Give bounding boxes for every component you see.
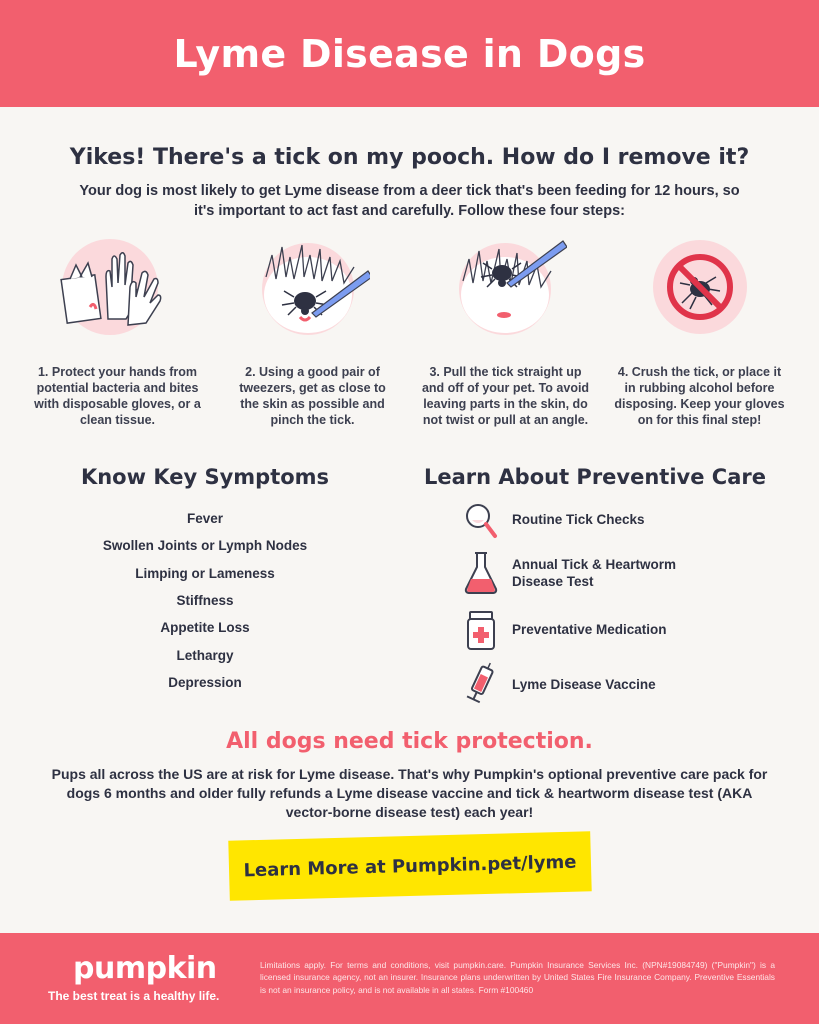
care-item-disease-test (462, 551, 782, 595)
symptom-item: Depression (168, 675, 242, 690)
care-label: Preventative Medication (512, 622, 667, 637)
tweezers-tick-icon (250, 237, 370, 337)
gloves-tissue-icon (50, 237, 170, 337)
header-banner (0, 0, 819, 107)
symptom-item: Stiffness (176, 593, 234, 608)
step-3-text: 3. Pull the tick straight up and off of your pet. To avoid leaving parts in the skin, do not twist or pull at an angle. (421, 365, 590, 427)
step-1-text: 1. Protect your hands from potential bacteria and bites with disposable gloves, or a clean tissue. (34, 365, 201, 427)
symptom-item: Appetite Loss (160, 620, 250, 635)
page-title: Lyme Disease in Dogs (173, 31, 646, 76)
care-item-medication (462, 609, 782, 653)
care-item-tick-checks (462, 500, 782, 544)
care-label: Annual Tick & Heartworm Disease Test (512, 557, 677, 589)
protection-tagline: All dogs need tick protection. (226, 729, 593, 754)
symptoms-heading: Know Key Symptoms (80, 465, 330, 489)
magnifier-icon (462, 500, 500, 544)
tick-removal-icon (447, 237, 567, 337)
symptom-item: Lethargy (176, 648, 234, 663)
care-heading: Learn About Preventive Care (424, 465, 766, 489)
footer-slogan: The best treat is a healthy life. (48, 989, 220, 1003)
step-2-text: 2. Using a good pair of tweezers, get as close to the skin as possible and pinch the tick. (239, 365, 386, 427)
care-label: Routine Tick Checks (512, 512, 645, 527)
flask-icon (462, 551, 500, 595)
removal-heading: Yikes! There's a tick on my pooch. How do I remove it? (69, 145, 750, 170)
step-4-text: 4. Crush the tick, or place it in rubbing alcohol before disposing. Keep your gloves on for this final step! (614, 365, 785, 427)
symptom-item: Fever (186, 511, 224, 526)
removal-intro: Your dog is most likely to get Lyme disease from a deer tick that's been feeding for 12 hours, so it's important to act fast and carefully. Follow these four steps: (79, 183, 740, 219)
protection-text: Pups all across the US are at risk for Lyme disease. That's why Pumpkin's optional preventive care pack for dogs 6 months and older fully refunds a Lyme disease vaccine and tick & heartworm disease test (AKA vector-borne disease test) each year! (51, 766, 768, 820)
no-tick-icon (640, 237, 760, 337)
syringe-icon (462, 661, 500, 705)
care-item-vaccine (462, 661, 782, 705)
pumpkin-logo[interactable]: pumpkin (73, 951, 217, 986)
footer (0, 933, 819, 1024)
medicine-bottle-icon (462, 609, 500, 653)
legal-disclaimer: Limitations apply. For terms and conditions, visit pumpkin.care. Pumpkin Insurance Services Inc. (NPN#19084749) ("Pumpkin") is a licensed insurance agency, not an insurer. Insurance plans underwritten by United States Fire Insurance Company. Preventive Essentials is not an insurance policy, and is not available in all states. Form #100460 (260, 960, 775, 995)
learn-more-button[interactable]: Learn More at Pumpkin.pet/lyme (228, 831, 591, 900)
symptom-item: Swollen Joints or Lymph Nodes (102, 538, 308, 553)
care-label: Lyme Disease Vaccine (512, 677, 656, 692)
symptom-item: Limping or Lameness (135, 566, 275, 581)
